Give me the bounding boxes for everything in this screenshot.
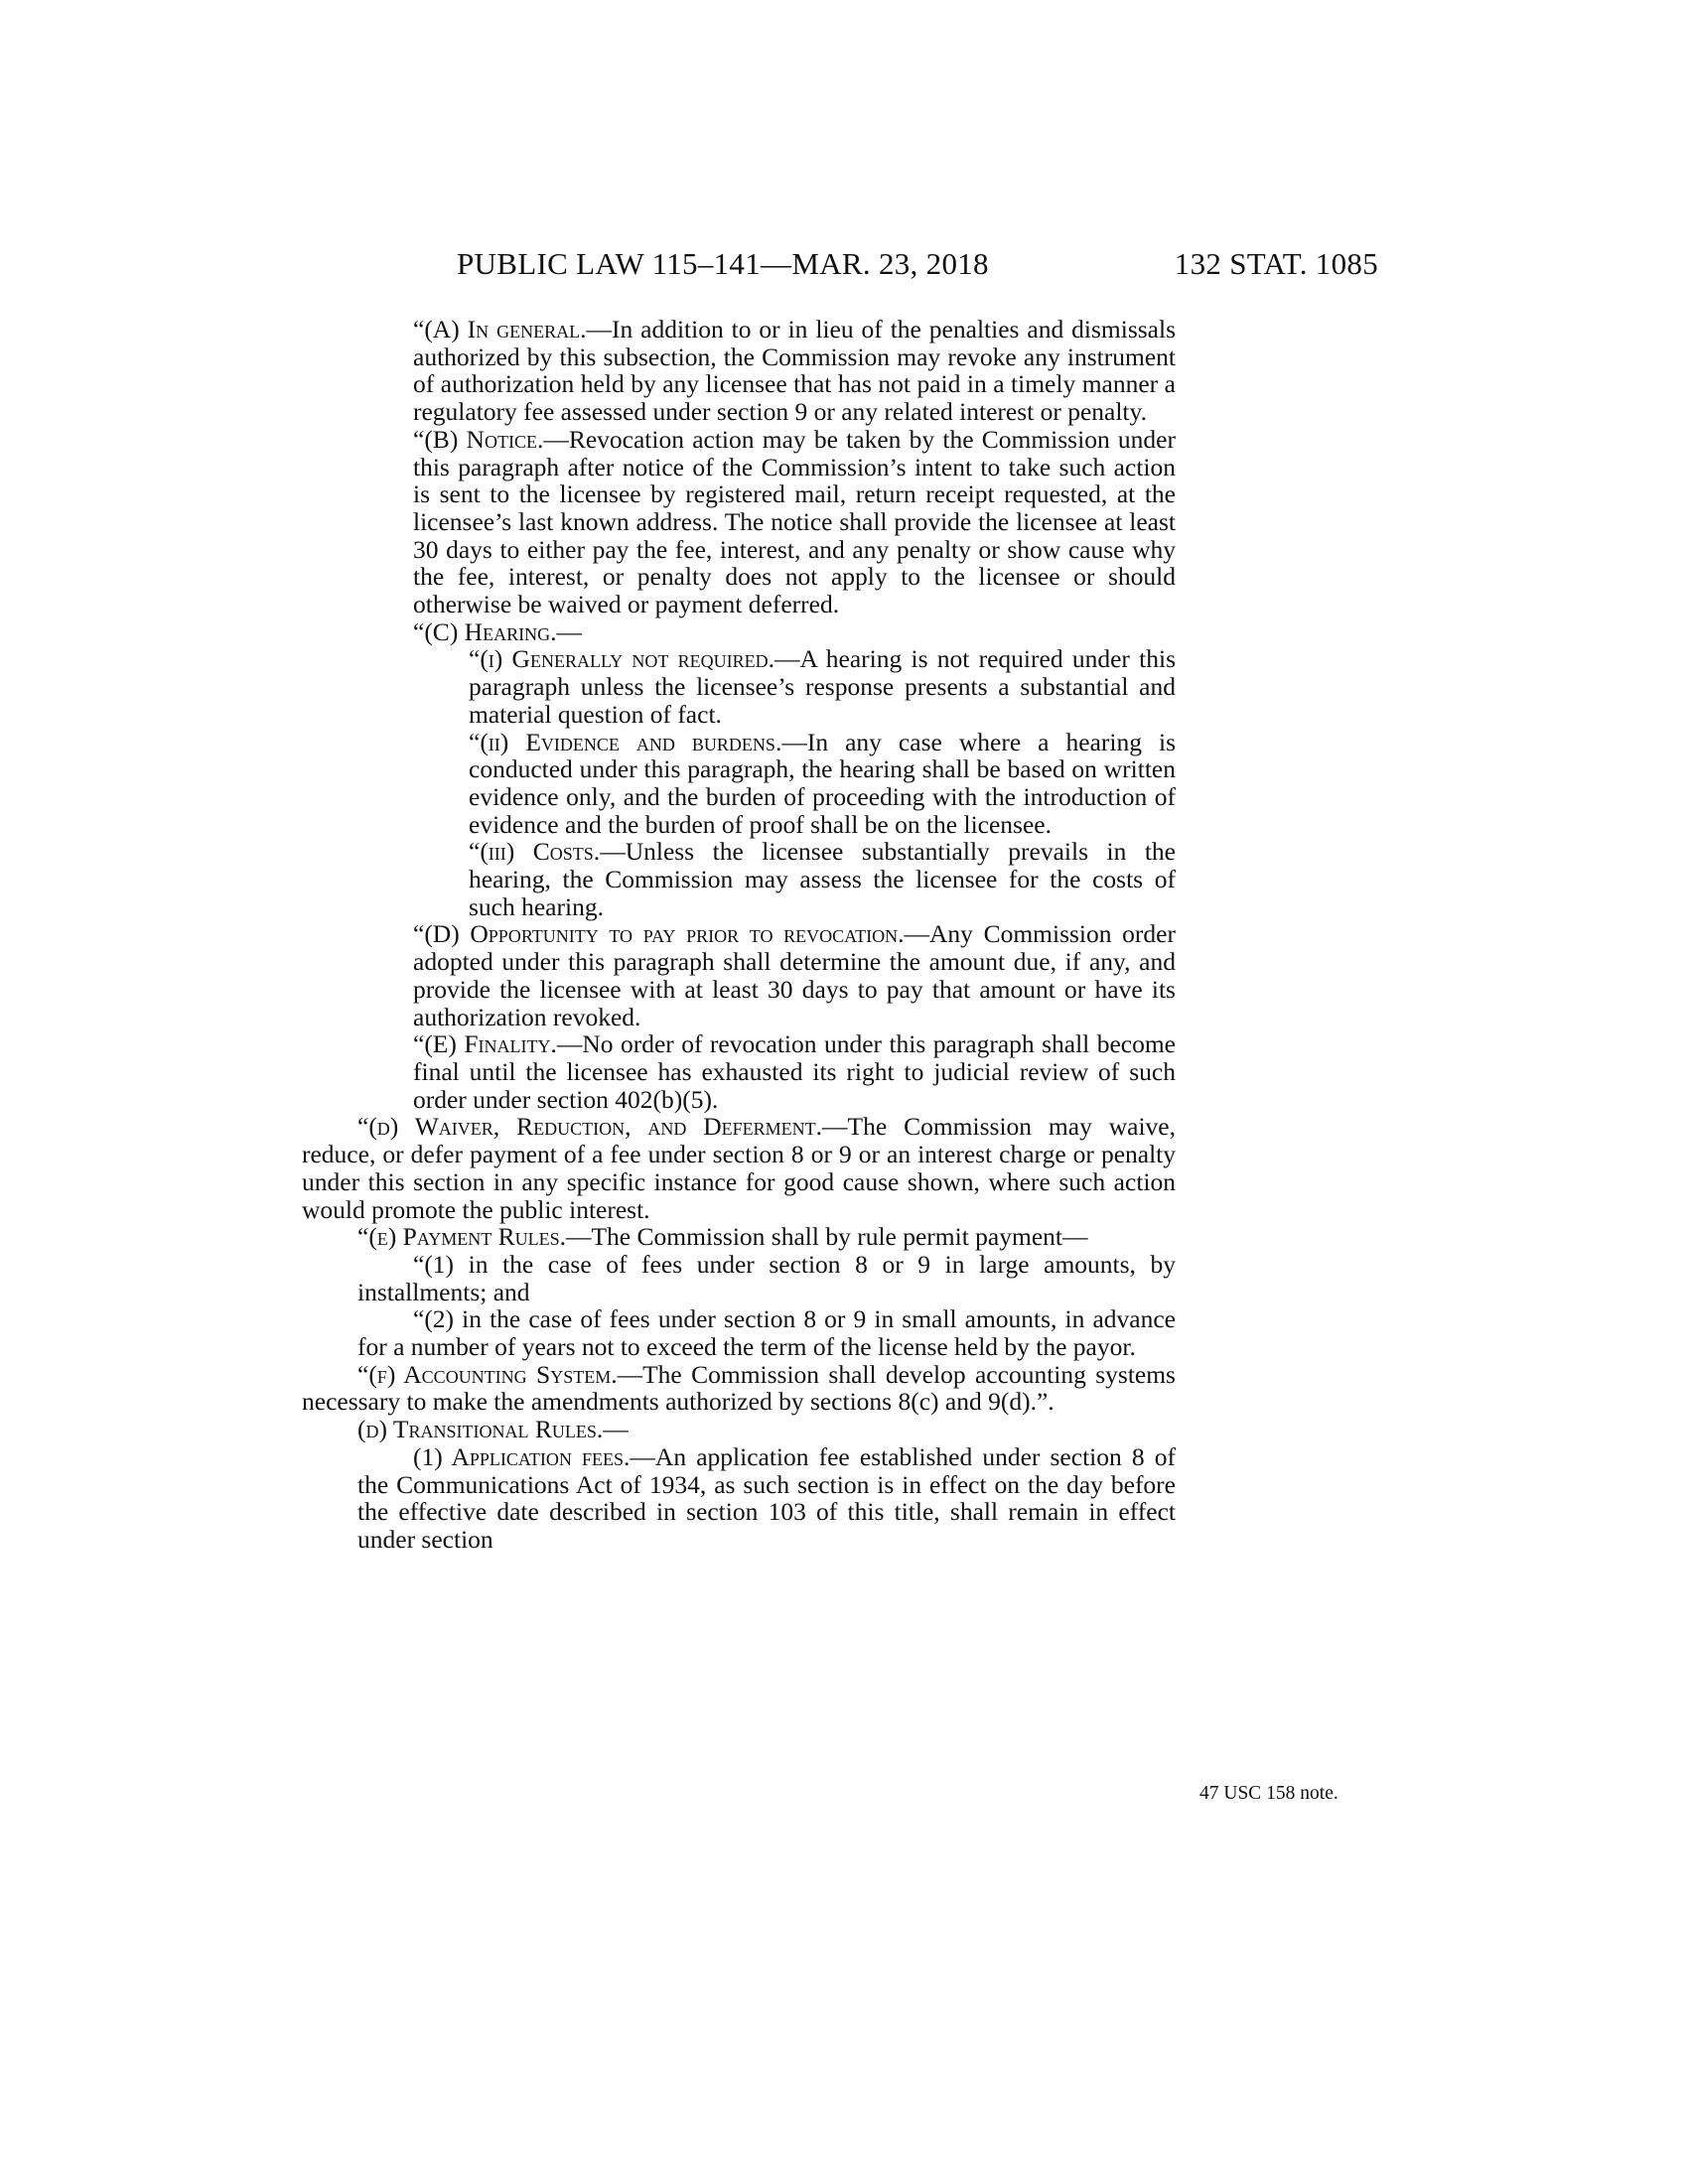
- body-d: —The Commission may waive, reduce, or defer payment of a fee under section 8 or 9 or an interest charge or penalty under this section in any specific instance for good cause shown, where such action would promote the public interest.: [302, 1112, 1176, 1224]
- body-application-fees: —An application fee established under section 8 of the Communications Act of 1934, as such section is in effect on the day before the effective date described in section 103 of this title, shall remain in effect under section: [357, 1441, 1176, 1554]
- heading-E: “(E) Finality.: [413, 1029, 557, 1059]
- subparagraph-B: [413, 426, 1176, 618]
- body-D: —Any Commission order adopted under this paragraph shall determine the amount due, if any, and provide the licensee with at least 30 days to pay that amount or have its authorization revoked.: [413, 919, 1176, 1031]
- body-i: —A hearing is not required under this paragraph unless the licensee’s response presents a substantial and material question of fact.: [469, 644, 1176, 729]
- heading-B: “(B) Notice.: [413, 424, 544, 454]
- public-law-citation: PUBLIC LAW 115–141—MAR. 23, 2018: [457, 246, 989, 281]
- heading-e: “(e) Payment Rules.: [357, 1222, 566, 1252]
- body-e: —The Commission shall by rule permit payment—: [565, 1222, 1088, 1252]
- body-B: —Revocation action may be taken by the Commission under this paragraph after notice of the Commission’s intent to take such action is sent to the licensee by registered mail, return receipt requested, at the licensee’s last known address. The notice shall provide the licensee at least 30 days to either pay the fee, interest, and any penalty or show cause why the fee, interest, or penalty does not apply to the licensee or should otherwise be waived or payment deferred.: [413, 424, 1176, 619]
- heading-A: “(A) In general.: [413, 315, 587, 343]
- body-ii: —In any case where a hearing is conducted under this paragraph, the hearing shall be based on written evidence only, and the burden of proceeding with the introduction of evidence and the burden of proof shall be on the licensee.: [469, 727, 1176, 839]
- heading-ii: “(ii) Evidence and burdens.: [469, 727, 782, 756]
- clause-iii: [469, 838, 1176, 920]
- subparagraph-block: [302, 316, 1176, 1113]
- statute-text: [302, 316, 1176, 1554]
- subsection-e: [302, 1223, 1176, 1251]
- heading-C: “(C) Hearing.: [413, 616, 557, 646]
- subsection-f: [302, 1361, 1176, 1416]
- heading-iii: “(iii) Costs.: [469, 837, 601, 867]
- subparagraph-D: [413, 920, 1176, 1030]
- heading-D: “(D) Opportunity to pay prior to revocation.: [413, 919, 905, 949]
- paragraph-block-d: [302, 1443, 1176, 1554]
- clause-i: [469, 645, 1176, 728]
- subparagraph-E: [413, 1030, 1176, 1113]
- transitional-rules: [302, 1416, 1176, 1443]
- clause-ii: [469, 729, 1176, 839]
- heading-transitional: (d) Transitional Rules.: [357, 1415, 604, 1444]
- body-transitional: —: [603, 1415, 629, 1444]
- paragraph-e2: “(2) in the case of fees under section 8 or 9 in small amounts, in advance for a number of years not to exceed the term of the license held by the payor.: [357, 1304, 1176, 1362]
- subparagraph-C: [413, 618, 1176, 646]
- subparagraph-A: [413, 316, 1176, 426]
- body-iii: —Unless the licensee substantially prevails in the hearing, the Commission may assess the licensee for the costs of such hearing.: [469, 837, 1176, 921]
- body-C: —: [556, 616, 582, 646]
- subsection-d: [302, 1113, 1176, 1223]
- statute-page-number: 132 STAT. 1085: [1174, 246, 1378, 281]
- paragraph-e1: “(1) in the case of fees under section 8 or 9 in large amounts, by installments; and: [357, 1249, 1176, 1306]
- body-E: —No order of revocation under this paragraph shall become final until the licensee has exhausted its right to judicial review of such order under section 402(b)(5).: [413, 1029, 1176, 1114]
- heading-d: “(d) Waiver, Reduction, and Deferment.: [357, 1112, 823, 1142]
- body-A: —In addition to or in lieu of the penalties and dismissals authorized by this subsection, the Commission may revoke any instrument of authorization held by any licensee that has not paid in a timely manner a regulatory fee assessed under section 9 or any related interest or penalty.: [413, 315, 1176, 427]
- clause-block: [413, 645, 1176, 920]
- usc-margin-note: 47 USC 158 note.: [1199, 1783, 1338, 1804]
- paragraph-application-fees: [357, 1443, 1176, 1554]
- heading-i: “(i) Generally not required.: [469, 644, 775, 674]
- heading-f: “(f) Accounting System.: [357, 1359, 618, 1389]
- body-f: —The Commission shall develop accounting systems necessary to make the amendments authorized by sections 8(c) and 9(d).”.: [302, 1359, 1176, 1417]
- paragraph-block-e: [302, 1251, 1176, 1361]
- heading-application-fees: (1) Application fees.: [413, 1441, 631, 1471]
